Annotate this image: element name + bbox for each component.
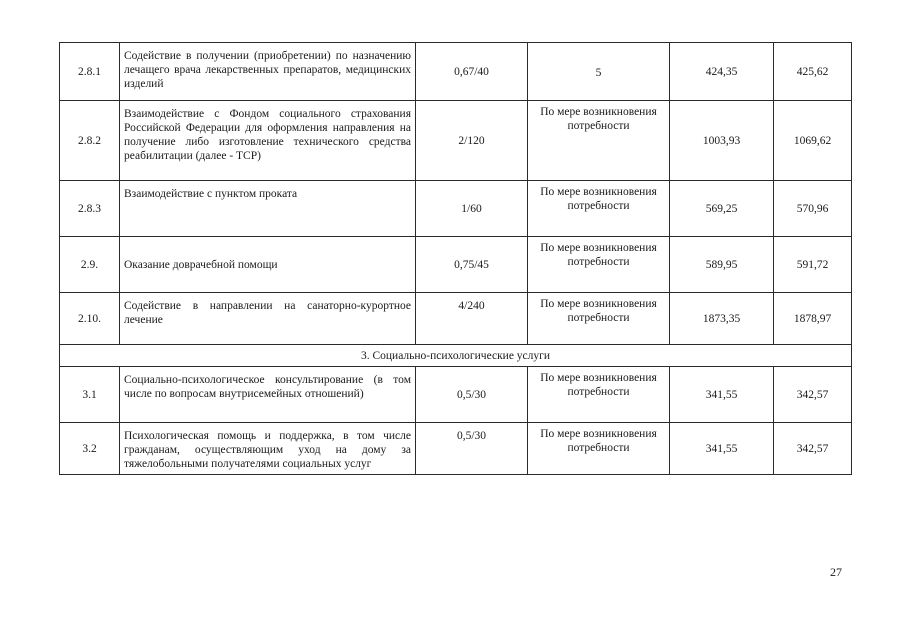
service-price-2: 342,57 <box>774 423 852 475</box>
service-price-2: 591,72 <box>774 237 852 293</box>
service-price-1: 341,55 <box>670 423 774 475</box>
service-time: 4/240 <box>416 293 528 345</box>
service-frequency: По мере возникновения потребности <box>528 181 670 237</box>
service-price-2: 342,57 <box>774 367 852 423</box>
service-frequency: 5 <box>528 43 670 101</box>
row-number: 2.8.1 <box>60 43 120 101</box>
section-row <box>60 345 852 367</box>
service-price-2: 425,62 <box>774 43 852 101</box>
service-name: Оказание доврачебной помощи <box>120 237 416 293</box>
table-row <box>60 181 852 237</box>
row-number: 3.1 <box>60 367 120 423</box>
service-time: 0,5/30 <box>416 423 528 475</box>
service-time: 2/120 <box>416 101 528 181</box>
service-time: 0,5/30 <box>416 367 528 423</box>
service-name: Содействие в получении (приобретении) по назначению лечащего врача лекарственных препаратов, медицинских изделий <box>120 43 416 101</box>
section-title: 3. Социально-психологические услуги <box>60 345 852 367</box>
service-price-1: 341,55 <box>670 367 774 423</box>
service-price-2: 1878,97 <box>774 293 852 345</box>
service-time: 0,67/40 <box>416 43 528 101</box>
table-row <box>60 101 852 181</box>
service-price-2: 1069,62 <box>774 101 852 181</box>
service-frequency: По мере возникновения потребности <box>528 423 670 475</box>
service-price-1: 424,35 <box>670 43 774 101</box>
service-name: Содействие в направлении на санаторно-курортное лечение <box>120 293 416 345</box>
row-number: 2.10. <box>60 293 120 345</box>
service-name: Взаимодействие с Фондом социального страхования Российской Федерации для оформления направления на получение либо изготовление технического средства реабилитации (далее - ТСР) <box>120 101 416 181</box>
service-name: Социально-психологическое консультирование (в том числе по вопросам внутрисемейных отношений) <box>120 367 416 423</box>
service-time: 0,75/45 <box>416 237 528 293</box>
row-number: 2.8.3 <box>60 181 120 237</box>
table-row <box>60 367 852 423</box>
row-number: 2.9. <box>60 237 120 293</box>
table-row <box>60 43 852 101</box>
table-row <box>60 237 852 293</box>
service-name: Взаимодействие с пунктом проката <box>120 181 416 237</box>
service-name: Психологическая помощь и поддержка, в том числе гражданам, осуществляющим уход на дому за тяжелобольными получателями социальных услуг <box>120 423 416 475</box>
service-price-1: 589,95 <box>670 237 774 293</box>
service-price-1: 1873,35 <box>670 293 774 345</box>
services-table <box>59 42 852 475</box>
service-frequency: По мере возникновения потребности <box>528 367 670 423</box>
service-frequency: По мере возникновения потребности <box>528 101 670 181</box>
service-time: 1/60 <box>416 181 528 237</box>
service-frequency: По мере возникновения потребности <box>528 293 670 345</box>
service-price-1: 1003,93 <box>670 101 774 181</box>
row-number: 2.8.2 <box>60 101 120 181</box>
service-price-1: 569,25 <box>670 181 774 237</box>
row-number: 3.2 <box>60 423 120 475</box>
service-frequency: По мере возникновения потребности <box>528 237 670 293</box>
table-row <box>60 423 852 475</box>
table-row <box>60 293 852 345</box>
service-price-2: 570,96 <box>774 181 852 237</box>
page-number: 27 <box>830 565 842 579</box>
